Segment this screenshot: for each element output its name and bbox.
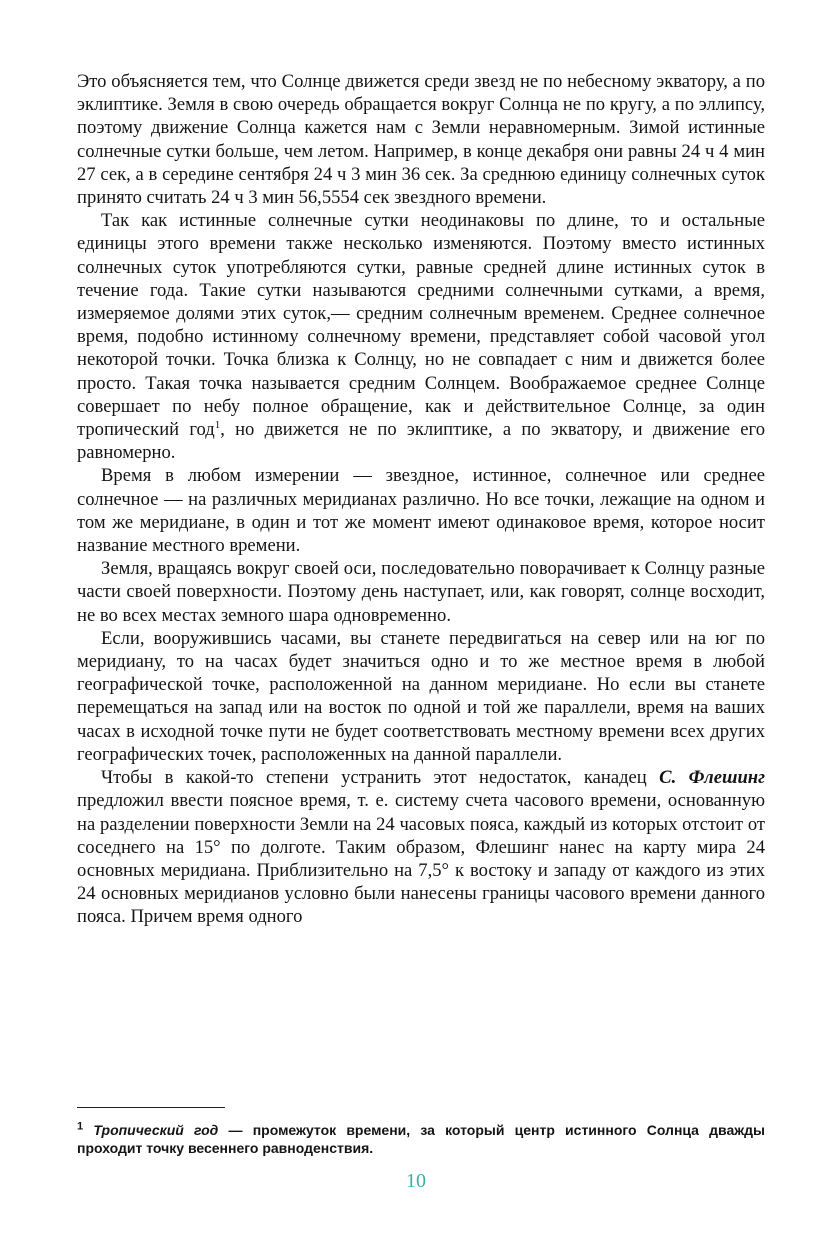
page-number: 10 (406, 1170, 426, 1192)
person-name: С. Флешинг (659, 767, 765, 789)
paragraph-2-text-a: Так как истинные солнечные сутки неодинаковы по длине, то и остальные единицы этого времени также несколько изменяются. Поэтому вместо истинных солнечных суток употребляются сутки, равные средней длине истинных суток в течение года. Такие сутки называются средними солнечными сутками, а время, измеряемое долями этих суток,— средним солнечным временем. Среднее солнечное время, подобно истинному солнечному времени, представляет собой часовой угол некоторой точки. Точка близка к Солнцу, но не совпадает с ним и движется более просто. Такая точка называется средним Солнцем. Воображаемое среднее Солнце совершает по небу полное обращение, как и действительное Солнце, за один тропический год (77, 210, 765, 441)
footnote-text: — промежуток времени, за который центр истинного Солнца дважды проходит точку весеннего равноденствия. (77, 1122, 766, 1156)
paragraph-6-text-b: предложил ввести поясное время, т. е. систему счета часового времени, основанную на разделении поверхности Земли на 24 часовых пояса, каждый из которых отстоит от соседнего на 15° по долготе. Таким образом, Флешинг нанес на карту мира 24 основных меридиана. Приблизительно на 7,5° к востоку и западу от каждого из этих 24 основных меридианов условно были нанесены границы часового времени данного пояса. Причем время одного (77, 790, 765, 928)
paragraph-2 (77, 209, 765, 464)
paragraph-4: Земля, вращаясь вокруг своей оси, последовательно поворачивает к Солнцу разные части своей поверхности. Поэтому день наступает, или, как говорят, солнце восходит, не во всех местах земного шара одновременно. (77, 558, 765, 626)
footnote (77, 1121, 765, 1157)
footnote-divider (77, 1107, 225, 1108)
main-text (77, 70, 765, 929)
paragraph-2-text-b: , но движется не по эклиптике, а по экватору, и движение его равномерно. (77, 419, 765, 464)
paragraph-6-text-a: Чтобы в какой-то степени устранить этот недостаток, канадец (101, 767, 660, 789)
footnote-term: Тропический год (93, 1122, 219, 1138)
footnote-reference: 1 (214, 418, 221, 431)
paragraph-1: Это объясняется тем, что Солнце движется среди звезд не по небесному экватору, а по эклиптике. Земля в свою очередь обращается вокруг Солнца не по кругу, а по эллипсу, поэтому движение Солнца кажется нам с Земли неравномерным. Зимой истинные солнечные сутки больше, чем летом. Например, в конце декабря они равны 24 ч 4 мин 27 сек, а в середине сентября 24 ч 3 мин 36 сек. За среднюю единицу солнечных суток принято считать 24 ч 3 мин 56,5554 сек звездного времени. (77, 71, 765, 209)
paragraph-3: Время в любом измерении — звездное, истинное, солнечное или среднее солнечное — на различных меридианах различно. Но все точки, лежащие на одном и том же меридиане, в один и тот же момент имеют одинаковое время, которое носит название местного времени. (77, 465, 765, 557)
paragraph-5: Если, вооружившись часами, вы станете передвигаться на север или на юг по меридиану, то на часах будет значиться одно и то же местное время в любой географической точке, расположенной на данном меридиане. Но если вы станете перемещаться на запад или на восток по одной и той же параллели, время на ваших часах в исходной точке пути не будет соответствовать местному времени всех других географических точек, расположенных на данной параллели. (77, 627, 765, 765)
footnote-mark: 1 (77, 1120, 84, 1133)
paragraph-6 (77, 766, 765, 928)
